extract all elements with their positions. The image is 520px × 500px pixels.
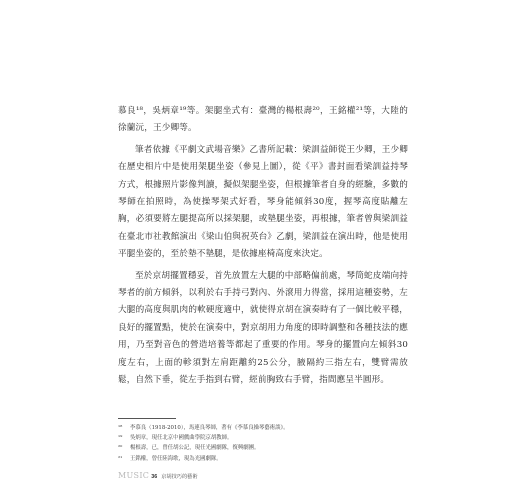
footnote-number: ¹⁹ [118,435,123,442]
footnote-number: ²¹ [118,455,123,462]
footnote-text: 李慕良（1918-2010），馬連良琴師，著有《李慕良操琴藝術談》。 [130,425,289,431]
footnotes [118,423,418,464]
footnote-number: ²⁰ [118,445,123,452]
page-number: 36 [151,474,158,480]
footnote-text: 吳炳章，現任北京中國戲曲學院京胡教師。 [130,435,233,442]
body-text [118,103,408,394]
running-title: 京胡技巧的藝術 [161,474,198,480]
footnote-21 [118,454,418,464]
footnote-text: 王銘權，曾任陸海歌，現為光國劇隊。 [130,455,222,462]
footnote-divider [118,418,176,419]
footnote-20 [118,443,418,453]
footnote-text: 楊根壽，已，曾任胡公記，現任光國劇隊，復興劇團。 [130,445,260,452]
footnote-19 [118,433,418,443]
page-footer [118,471,198,480]
paragraph-3: 至於京胡擺置穩妥，首先放置左大腿的中部略偏前處，琴筒蛇皮端向持琴者的前方傾斜，以利於右手持弓對內、外滾用力得當，採用這種姿勢，左大腿的高度與肌肉的軟硬度適中，就使得京胡在演奏時有了一個比較平穩，良好的擺置點，使於在演奏中，對京胡用力角度的即時調整和各種技法的應用，乃至對音色的營造培養等都起了重要的作用。琴身的擺置向左傾斜30度左右，上面的軫須對左肩距離約25公分，腋隔約三指左右，雙臂需放鬆，自然下垂，從左手指到右臂，經前胸致右手臂，指間應呈半圓形。 [118,270,408,386]
paragraph-2: 筆者依據《平劇文武場音樂》乙書所記載：梁訓益師從王少卿，王少卿在歷史相片中是使用架腿坐姿（參見上圖），從《平》書封面看梁訓益持琴方式，根據照片影像判讀，擬似架腿坐姿，但根據筆者自身的經驗，多數的琴師在拍照時，為使操琴架式好看，琴身能傾斜30度，握琴高度貼離左胸，必須要將左腿提高所以採架腿，或墊腿坐姿，再根據，筆者曾與梁訓益在臺北市社教館演出《梁山伯與祝英台》乙劇，梁訓益在演出時，他是使用平腿坐姿的，至於墊不墊腿，是依據座椅高度來決定。 [118,144,408,260]
paragraph-1: 慕良¹⁸，吳炳章¹⁹等。架腿坐式有：臺灣的楊根壽²⁰，王銘權²¹等，大陸的徐蘭沅，王少卿等。 [118,106,408,134]
footnote-number: ¹⁸ [118,425,123,431]
brand-logo-text: MUSIC [118,471,150,480]
footnote-18 [118,423,418,433]
